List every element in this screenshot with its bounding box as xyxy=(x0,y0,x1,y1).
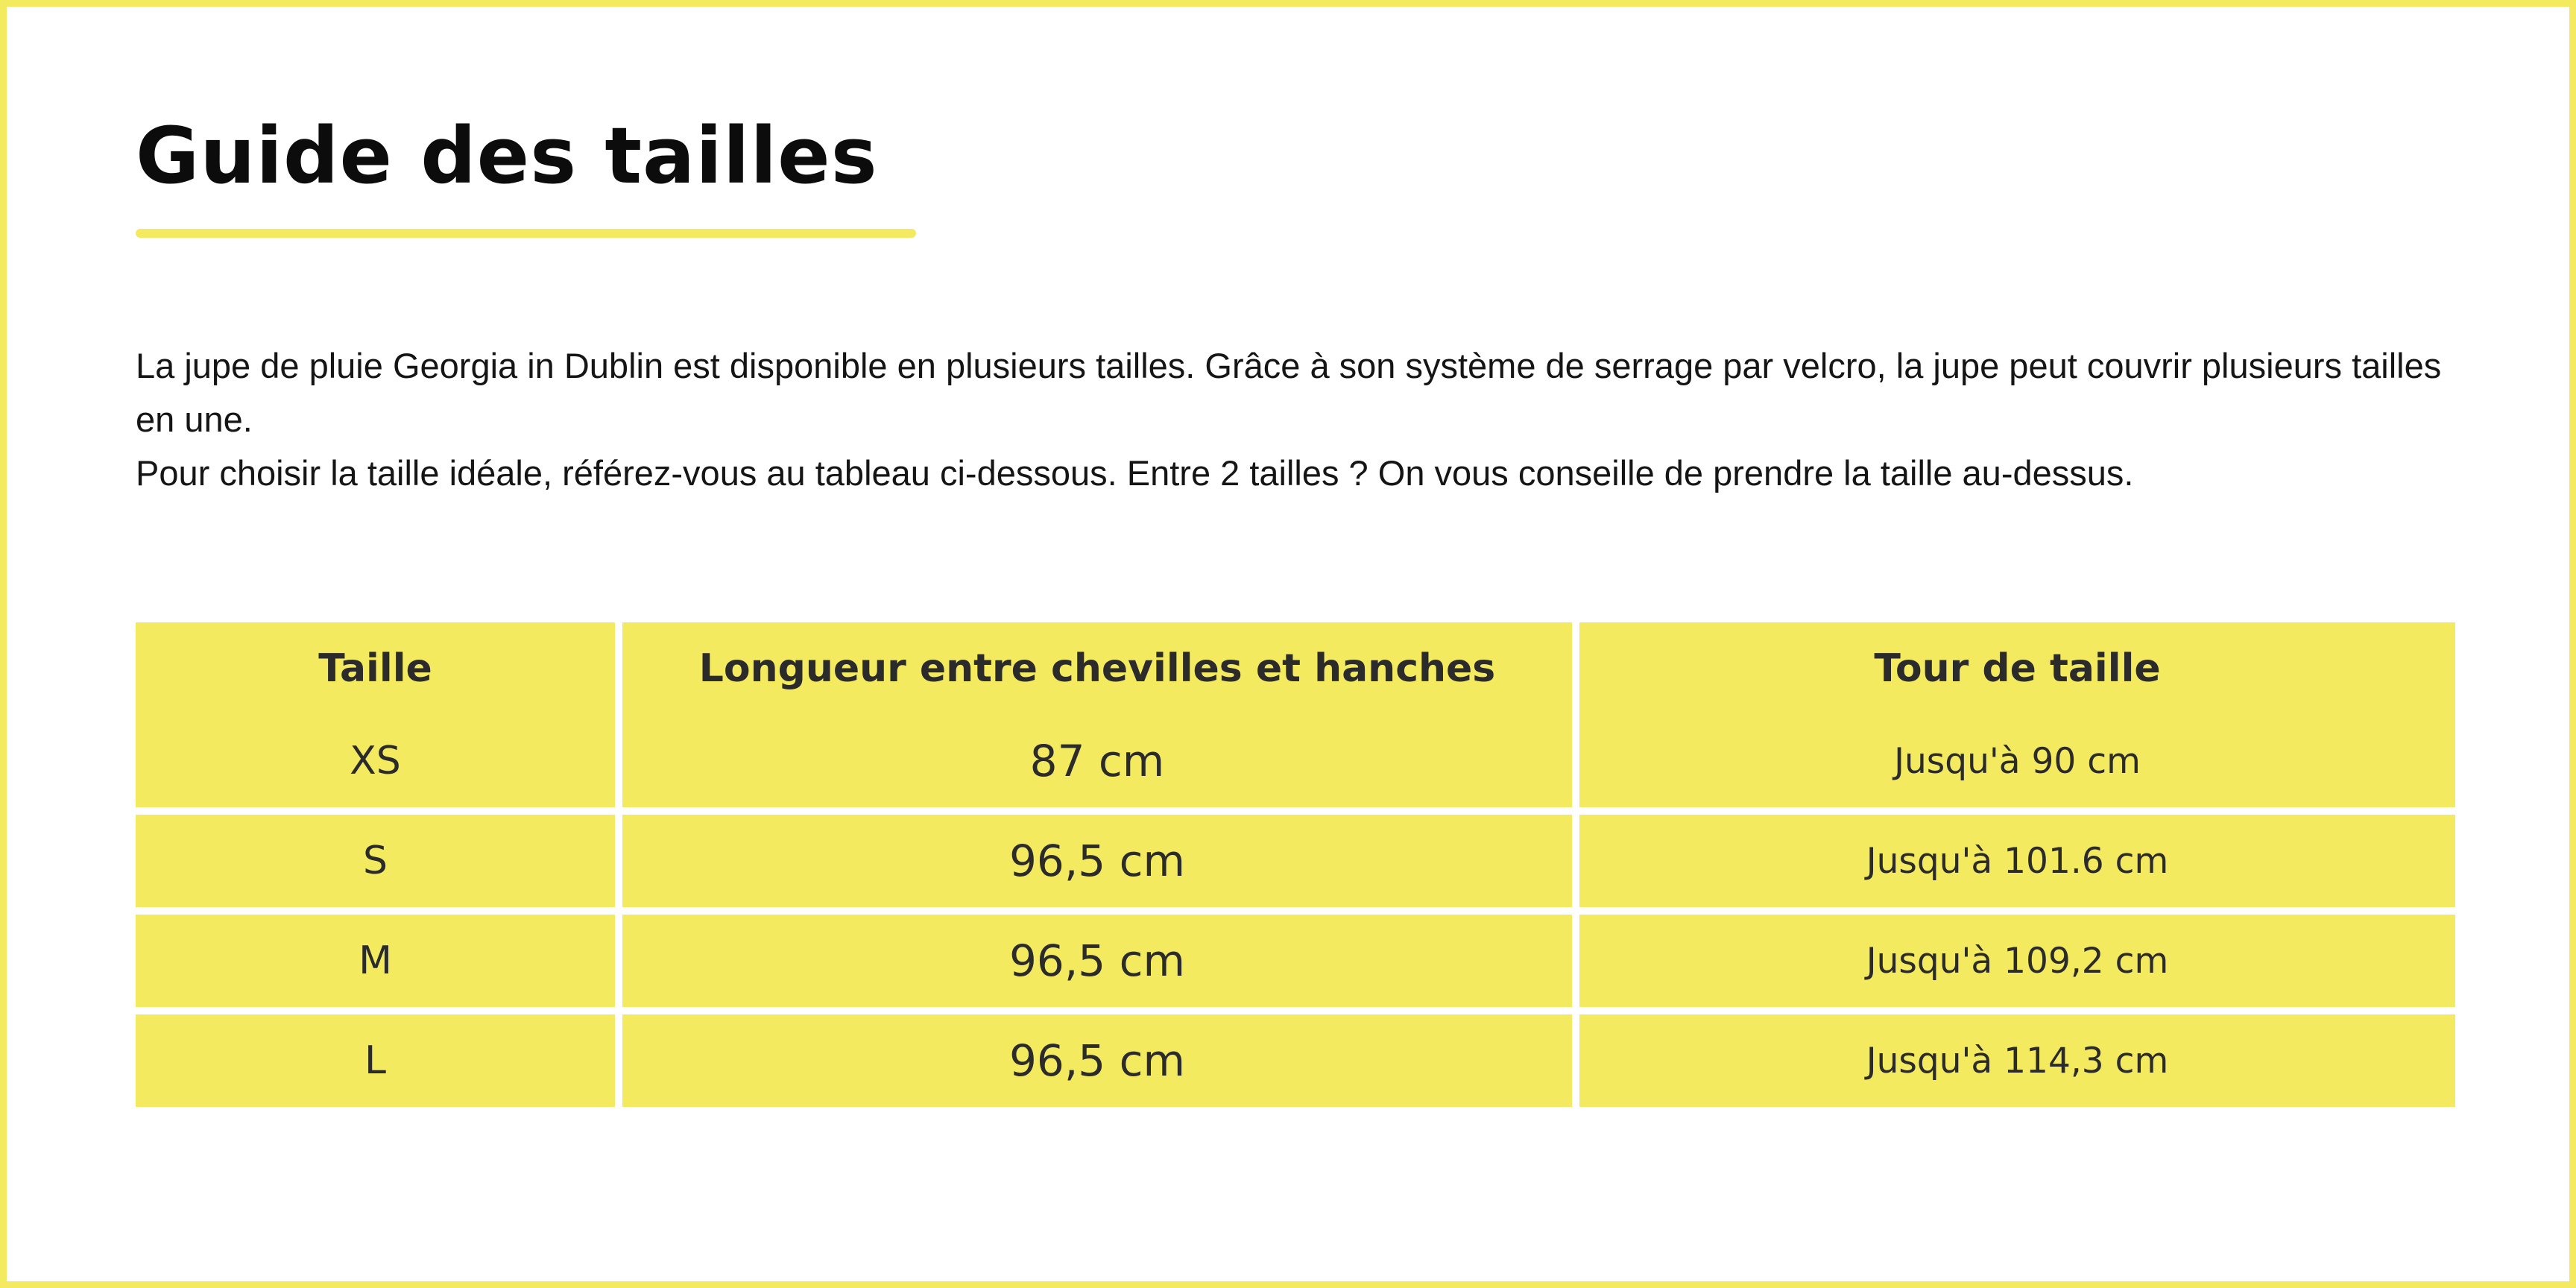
intro-paragraph-2: Pour choisir la taille idéale, référez-vous au tableau ci-dessous. Entre 2 tailles ? On vous conseille de prendre la taille au-dessus. xyxy=(136,453,2134,493)
cell-length: 96,5 cm xyxy=(615,907,1572,1007)
header-waist: Tour de taille xyxy=(1572,622,2455,715)
cell-size: S xyxy=(136,807,615,907)
cell-waist: Jusqu'à 90 cm xyxy=(1572,715,2455,807)
cell-length: 96,5 cm xyxy=(615,807,1572,907)
cell-waist: Jusqu'à 109,2 cm xyxy=(1572,907,2455,1007)
cell-waist: Jusqu'à 101.6 cm xyxy=(1572,807,2455,907)
cell-size: M xyxy=(136,907,615,1007)
cell-size: L xyxy=(136,1007,615,1107)
cell-length: 96,5 cm xyxy=(615,1007,1572,1107)
header-length: Longueur entre chevilles et hanches xyxy=(615,622,1572,715)
cell-waist: Jusqu'à 114,3 cm xyxy=(1572,1007,2455,1107)
table-header-row xyxy=(136,622,2455,715)
intro-paragraph-1: La jupe de pluie Georgia in Dublin est disponible en plusieurs tailles. Grâce à son système de serrage par velcro, la jupe peut couvrir plusieurs tailles en une. xyxy=(136,346,2442,439)
table-row xyxy=(136,907,2455,1007)
title-underline xyxy=(136,229,916,238)
table-row xyxy=(136,1007,2455,1107)
table-row xyxy=(136,807,2455,907)
cell-length: 87 cm xyxy=(615,715,1572,807)
cell-size: XS xyxy=(136,715,615,807)
header-size: Taille xyxy=(136,622,615,715)
page-title: Guide des tailles xyxy=(136,110,878,201)
intro-text xyxy=(136,339,2455,500)
size-table xyxy=(136,622,2455,1107)
table-row xyxy=(136,715,2455,807)
